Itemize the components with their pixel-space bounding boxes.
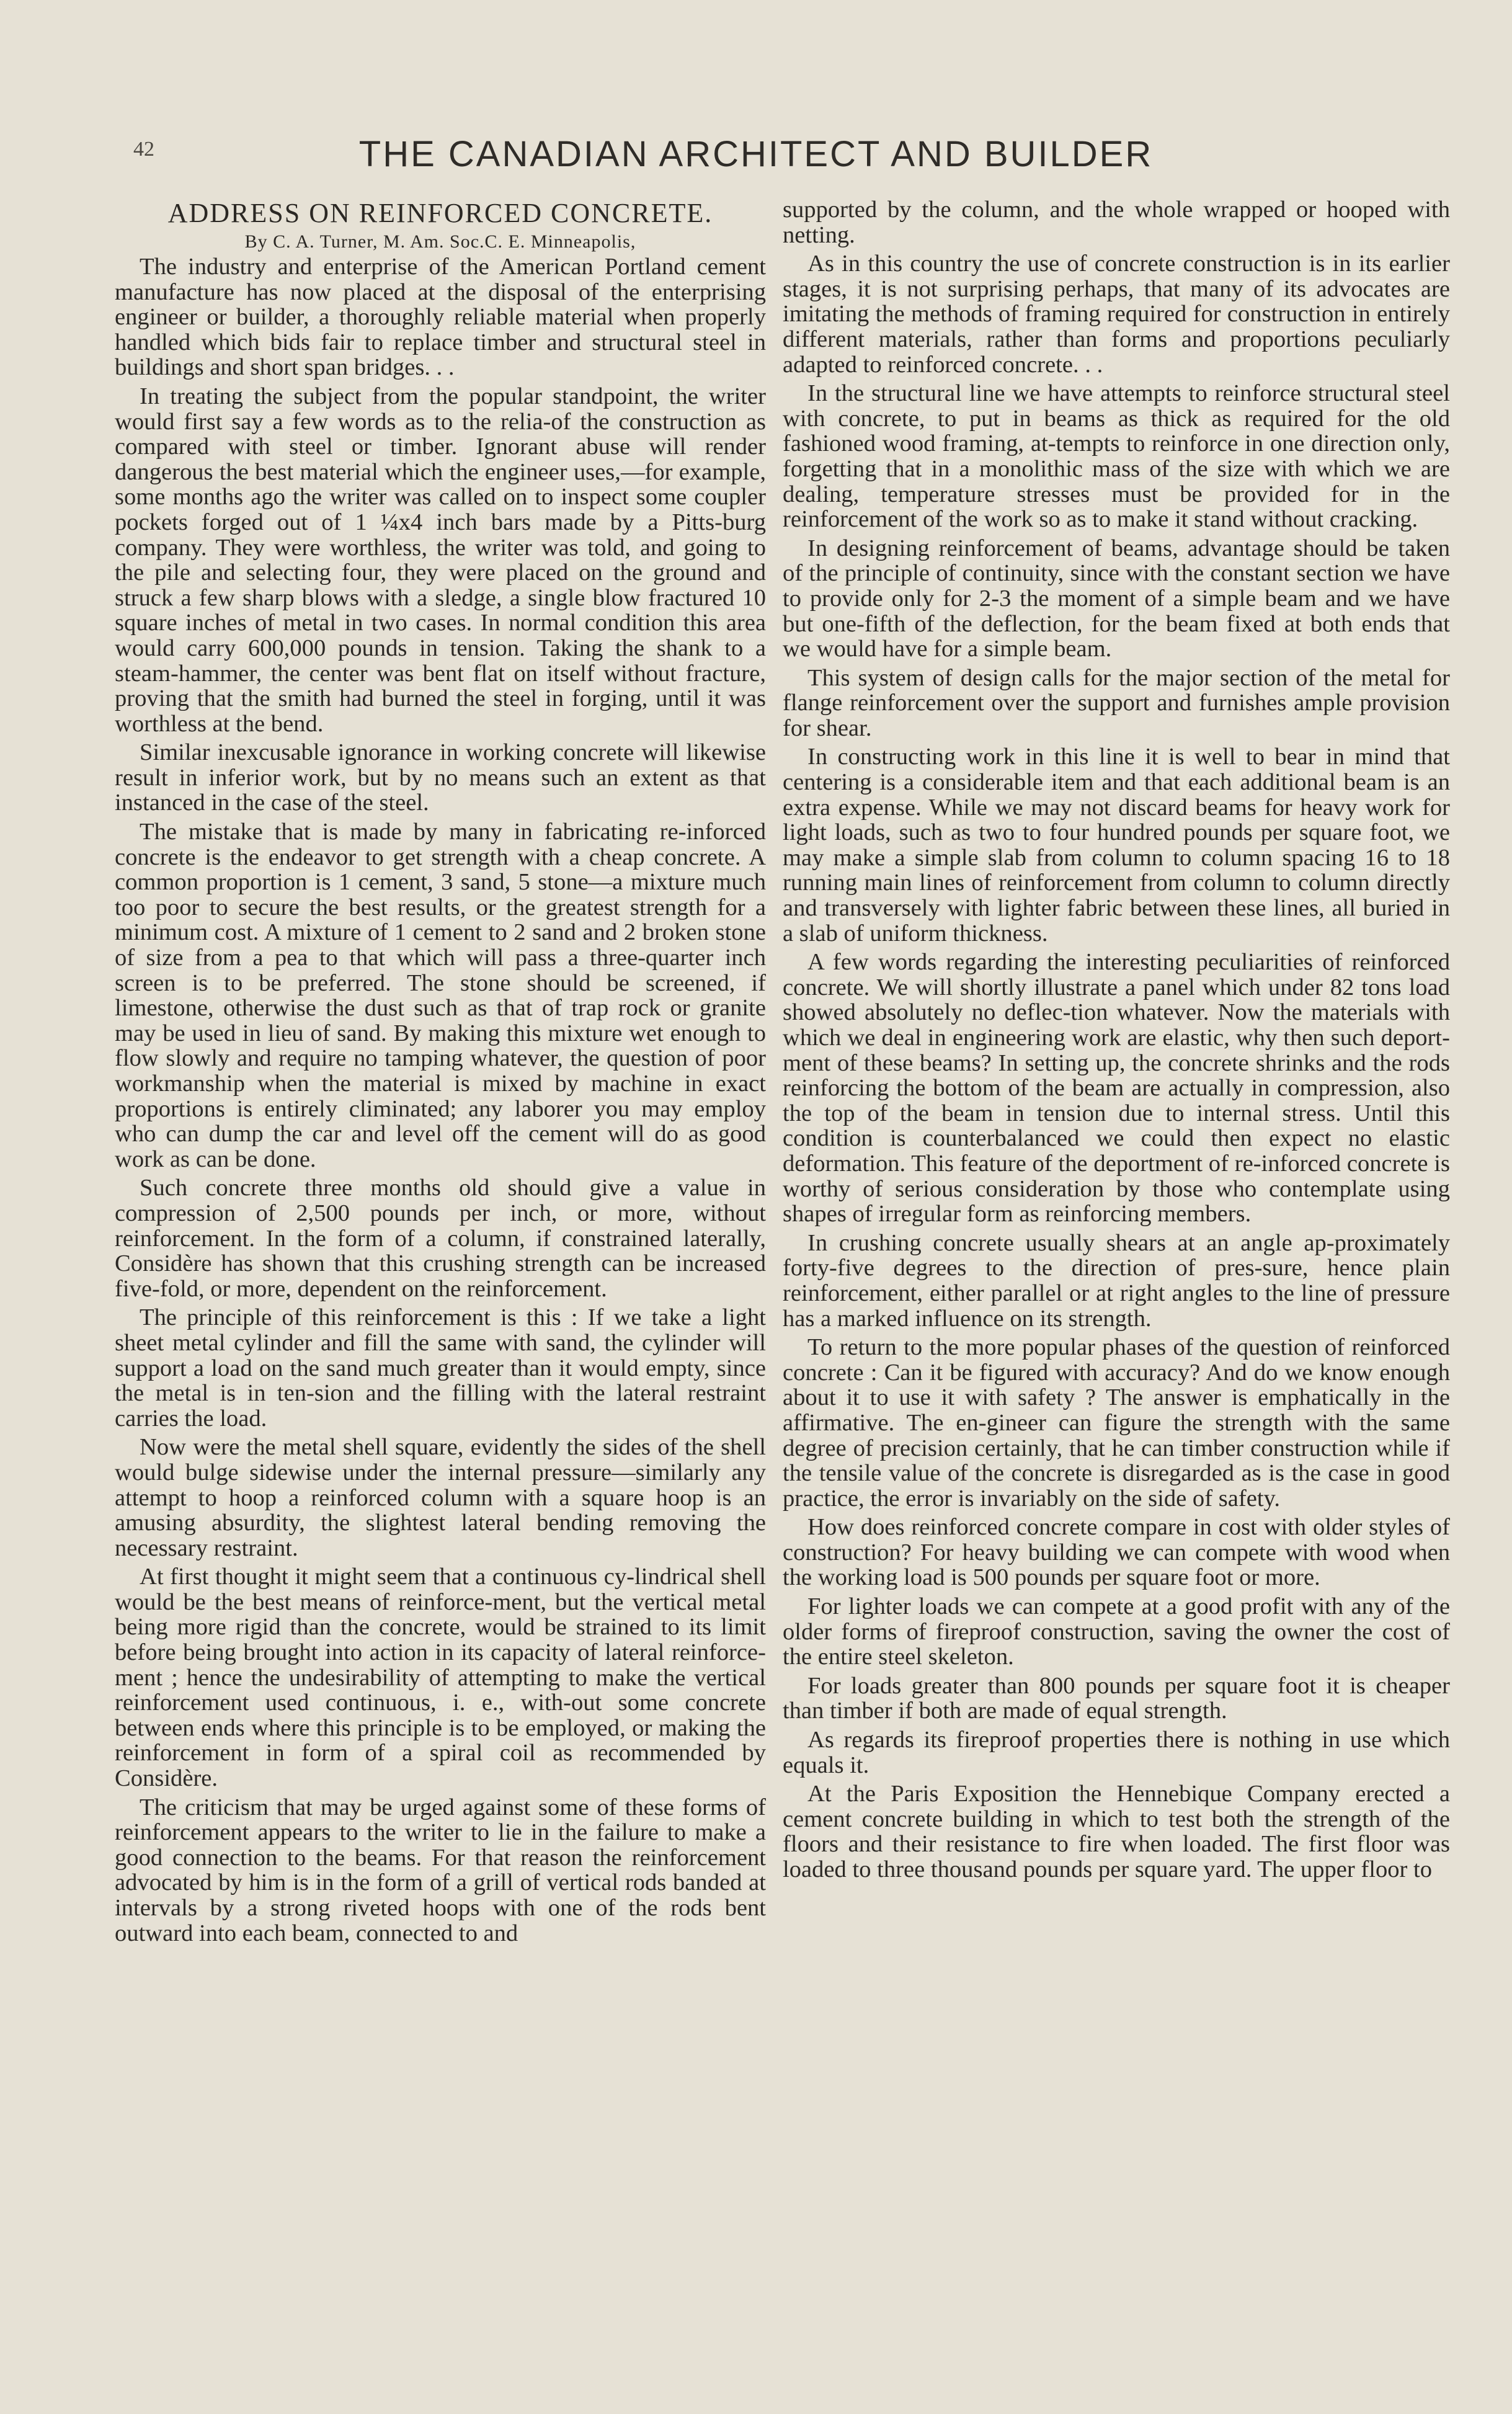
paragraph: Similar inexcusable ignorance in working concrete will likewise result in inferior work, but by no means such an extent as that instanced in the case of the steel. (115, 739, 766, 816)
paragraph: The principle of this reinforcement is this : If we take a light sheet metal cylinder and fill the same with sand, the cylinder will support a load on the sand much greater than it would empty, since the metal is in ten-sion and the filling with the lateral restraint carries the load. (115, 1304, 766, 1432)
paragraph: At the Paris Exposition the Hennebique Company erected a cement concrete building in which to test both the strength of the floors and their resistance to fire when loaded. The first floor was loaded to three thousand pounds per square yard. The upper floor to (783, 1781, 1450, 1882)
paragraph: To return to the more popular phases of the question of reinforced concrete : Can it be figured with accuracy? And do we know enough about it to use it with safety ? The answer is emphatically in the affirmative. The en-gineer can figure the strength with the same degree of precision certainly, that he can timber construction while if the tensile value of the concrete is disregarded as is the case in good practice, the error is invariably on the side of safety. (783, 1334, 1450, 1512)
paragraph: In the structural line we have attempts to reinforce structural steel with concrete, to put in beams as thick as required for the old fashioned wood framing, at-tempts to reinforce in one direction only, forgetting that in a monolithic mass of the size with which we are dealing, temperature stresses must be provided for in the reinforcement of the work so as to make it stand without cracking. (783, 380, 1450, 533)
paragraph: A few words regarding the interesting peculiarities of reinforced concrete. We will shortly illustrate a panel which under 82 tons load showed absolutely no deflec-tion whatever. Now the materials with which we deal in engineering work are elastic, why then such deport-ment of these beams? In setting up, the concrete shrinks and the rods reinforcing the bottom of the beam are actually in compression, also the top of the beam in tension due to internal stress. Until this condition is counterbalanced we could then expect no elastic deformation. This feature of the deportment of re-inforced concrete is worthy of serious consideration by those who contemplate using shapes of irregular form as reinforcing members. (783, 949, 1450, 1227)
paragraph: In crushing concrete usually shears at an angle ap-proximately forty-five degrees to the direction of pres-sure, hence plain reinforcement, either parallel or at right angles to the line of pressure has a marked influence on its strength. (783, 1229, 1450, 1332)
publication-title: THE CANADIAN ARCHITECT AND BUILDER (358, 134, 1154, 174)
paragraph: The criticism that may be urged against some of these forms of reinforcement appears to the writer to lie in the failure to make a good connection to the beams. For that reason the reinforcement advocated by him is in the form of a grill of vertical rods banded at intervals by a strong riveted hoops with one of the rods bent outward into each beam, connected to and (115, 1794, 766, 1946)
paragraph: supported by the column, and the whole wrapped or hooped with netting. (783, 197, 1450, 248)
paragraph: For lighter loads we can compete at a good profit with any of the older forms of fireproof construction, saving the owner the cost of the entire steel skeleton. (783, 1593, 1450, 1670)
paragraph: As regards its fireproof properties there is nothing in use which equals it. (783, 1727, 1450, 1778)
paragraph: The industry and enterprise of the American Portland cement manufacture has now placed at the disposal of the enterprising engineer or builder, a thoroughly reliable material when properly handled which bids fair to replace timber and structural steel in buildings and short span bridges. . . (115, 254, 766, 381)
article-title: ADDRESS ON REINFORCED CONCRETE. (167, 198, 713, 228)
paragraph: For loads greater than 800 pounds per square foot it is cheaper than timber if both are made of equal strength. (783, 1672, 1450, 1724)
paragraph: As in this country the use of concrete construction is in its earlier stages, it is not surprising perhaps, that many of its advocates are imitating the methods of framing required for construction in entirely different materials, rather than forms and proportions peculiarly adapted to reinforced concrete. . . (783, 251, 1450, 378)
paragraph: In treating the subject from the popular standpoint, the writer would first say a few words as to the relia-of the construction as compared with steel or timber. Ignorant abuse will render dangerous the best material which the engineer uses,—for example, some months ago the writer was called on to inspect some coupler pockets forged out of 1 ¼x4 inch bars made by a Pitts-burg company. They were worthless, the writer was told, and going to the pile and selecting four, they were placed on the ground and struck a few sharp blows with a sledge, a single blow fractured 10 square inches of metal in two cases. In normal condition this area would carry 600,000 pounds in tension. Taking the shank to a steam-hammer, the center was bent flat on itself without fracture, proving that the smith had burned the steel in forging, until it was worthless at the bend. (115, 383, 766, 737)
paragraph: In constructing work in this line it is well to bear in mind that centering is a considerable item and that each additional beam is an extra expense. While we may not discard beams for heavy work for light loads, such as two to four hundred pounds per square foot, we may make a simple slab from column to column spacing 16 to 18 running main lines of reinforcement from column to column directly and transversely with lighter fabric between these lines, all buried in a slab of uniform thickness. (783, 744, 1450, 946)
paragraph: How does reinforced concrete compare in cost with older styles of construction? For heavy building we can compete with wood when the working load is 500 pounds per square foot or more. (783, 1514, 1450, 1591)
paragraph: The mistake that is made by many in fabricating re-inforced concrete is the endeavor to get strength with a cheap concrete. A common proportion is 1 cement, 3 sand, 5 stone—a mixture much too poor to secure the best results, or the greatest strength for a minimum cost. A mixture of 1 cement to 2 sand and 2 broken stone of size from a pea to that which will pass a three-quarter inch screen is to be preferred. The stone should be screened, if limestone, otherwise the dust such as that of trap rock or granite may be used in lieu of sand. By making this mixture wet enough to flow slowly and require no tamping whatever, the question of poor workmanship when the material is mixed by machine in exact proportions is entirely climinated; any laborer you may employ who can dump the car and level off the cement will do as good work as can be done. (115, 819, 766, 1172)
right-column (783, 197, 1450, 1886)
paragraph: This system of design calls for the major section of the metal for flange reinforcement over the support and furnishes ample provision for shear. (783, 664, 1450, 741)
left-column (115, 197, 766, 1949)
paragraph: Now were the metal shell square, evidently the sides of the shell would bulge sidewise under the internal pressure—similarly any attempt to hoop a reinforced column with a square hoop is an amusing absurdity, the slightest lateral bending removing the necessary restraint. (115, 1434, 766, 1561)
paragraph: Such concrete three months old should give a value in compression of 2,500 pounds per inch, or more, without reinforcement. In the form of a column, if constrained laterally, Considère has shown that this crushing strength can be increased five-fold, or more, dependent on the reinforcement. (115, 1175, 766, 1302)
page-number: 42 (133, 138, 154, 161)
article-byline: By C. A. Turner, M. Am. Soc.C. E. Minneapolis, (244, 231, 636, 252)
paragraph: In designing reinforcement of beams, advantage should be taken of the principle of continuity, since with the constant section we have to provide only for 2-3 the moment of a simple beam and we have but one-fifth of the deflection, for the beam fixed at both ends that we would have for a simple beam. (783, 535, 1450, 662)
paragraph: At first thought it might seem that a continuous cy-lindrical shell would be the best means of reinforce-ment, but the vertical metal being more rigid than the concrete, would be strained to its limit before being brought into action in its capacity of lateral reinforce-ment ; hence the undesirability of attempting to make the vertical reinforcement used continuous, i. e., with-out some concrete between ends where this principle is to be employed, or making the reinforcement in form of a spiral coil as recommended by Considère. (115, 1564, 766, 1792)
